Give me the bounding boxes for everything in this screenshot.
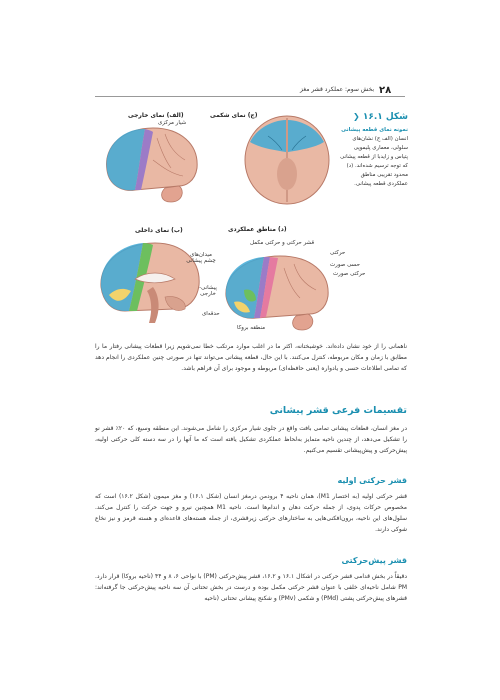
paragraph-intro: ناهمانی را از خود نشان داده‌اند. خوشبختانه، اکثر ما در اغلب موارد مرتکب خطا نمی‌شویم زیرا قطعات پیشانی رفتار ما را مطابق با زمان و مکان مربوطه، کنترل می‌کنند. با این حال، قطعه پیشانی می‌تواند تنها در صورتی چنین عملکردی را انجام دهد که تمامی اطلاعات حسی و یادواره (یعنی حافظه‌ای) مربوطه و موجود برای آن فراهم باشد. [95,343,407,372]
caption-title: شکل ۱۶.۱ [362,112,408,122]
callout-motor: حرکتی [330,250,346,256]
callout-motor-areas: قشر حرکتی و حرکتی مکمل [250,240,315,246]
panel-b-label: (ب) نمای داخلی [135,227,183,234]
callout-broca: منطقه بروکا [237,325,266,331]
panel-d-label: (د) مناطق عملکردی [228,226,287,233]
subheading-primary-motor: قشر حرکتی اولیه [337,476,407,485]
figure-panel-lateral [95,120,205,208]
figure-panel-ventral [238,112,336,207]
subheading-premotor: قشر پیش‌حرکتی [341,556,407,565]
figure-panel-functional [220,250,335,332]
header-divider [95,96,405,97]
callout-central-sulcus: شیار مرکزی [158,120,187,126]
panel-a-label: (الف) نمای خارجی [128,112,184,119]
figure-panel-medial [95,235,205,327]
paragraph-premotor: دقیقاً در بخش قدامی قشر حرکتی در اشکال ۱۶.۱ و ۱۶.۲، قشر پیش‌حرکتی (PM) با نواحی ۶، ۸ و ۴۴ (ناحیه بروکا) قرار دارد. PM شامل ناحیه‌ای خلفی با عنوان قشر حرکتی مکمل بوده و درست در بخش تحتانی آن سه ناحیه پیش‌حرکتی جا گرفته‌اند: قشرهای پیش‌حرکتی پشتی (PMd) و شکمی (PMv) و شکنج پیشانی تحتانی (ناحیه [95,573,407,602]
paragraph-primary-motor: قشر حرکتی اولیه (به اختصار M1)، همان ناحیه ۴ برودمن درمغز انسان (شکل ۱۶.۱) و مغز میمون (شکل ۱۶.۲) است که مخصوص حرکات پدوی، از جمله حرکت دهان و اندام‌ها است. ناحیه M1 همچنین نیرو و جهت حرکت را کنترل می‌کند. سلول‌های این ناحیه، برون‌افکنی‌هایی به ساختارهای حرکتی زیرقشری، از جمله هسته‌های قاعده‌ای و هسته قرمز و نیز نخاع شوکی دارند. [95,493,408,533]
page-number: ۲۸ [379,85,392,96]
caption-text: انسان (الف ج) نشان‌های سلولی، معماری پلیموپی پتیاس و زایدبا از قطعه پیشانی که توجه ترسیم شده‌اند. (د) محدود تقریبی مناطق عملکردی قطعه پیشانی. [340,136,408,187]
callout-motor-face: حرکتی صورت [333,271,366,277]
running-title: بخش سوم: عملکرد قشر مغز [300,86,374,93]
callout-sensory-face: حسی صورت [330,262,360,268]
callout-prefrontal-lateral: پیشانی- خارجی [199,285,217,297]
panel-c-label: (ج) نمای شکمی [210,112,258,119]
figure-caption [340,112,408,189]
paragraph-section: در مغز انسان، قطعات پیشانی تمامی بافت واقع در جلوی شیار مرکزی را شامل می‌شوند. این منطقه وسیع، که ۲۰٪ قشر نو را تشکیل می‌دهد، از چندین ناحیه متمایز به‌لحاظ عملکردی تشکیل یافته است که ما آنها را در سه دسته کلی حرکتی اولیه، پیش‌حرکتی و پیش‌پیشانی تقسیم می‌کنیم. [95,425,407,454]
arrow-icon: ❮ [352,112,360,121]
callout-prefrontal-orbital: حدقه‌ای [202,311,220,317]
callout-frontal-eye: میدان‌های چشم پیشانی [186,252,216,264]
section-heading: تقسیمات فرعی قشر پیشانی [269,405,407,416]
caption-highlight: نمونه نمای قطعه پیشانی [341,127,408,133]
